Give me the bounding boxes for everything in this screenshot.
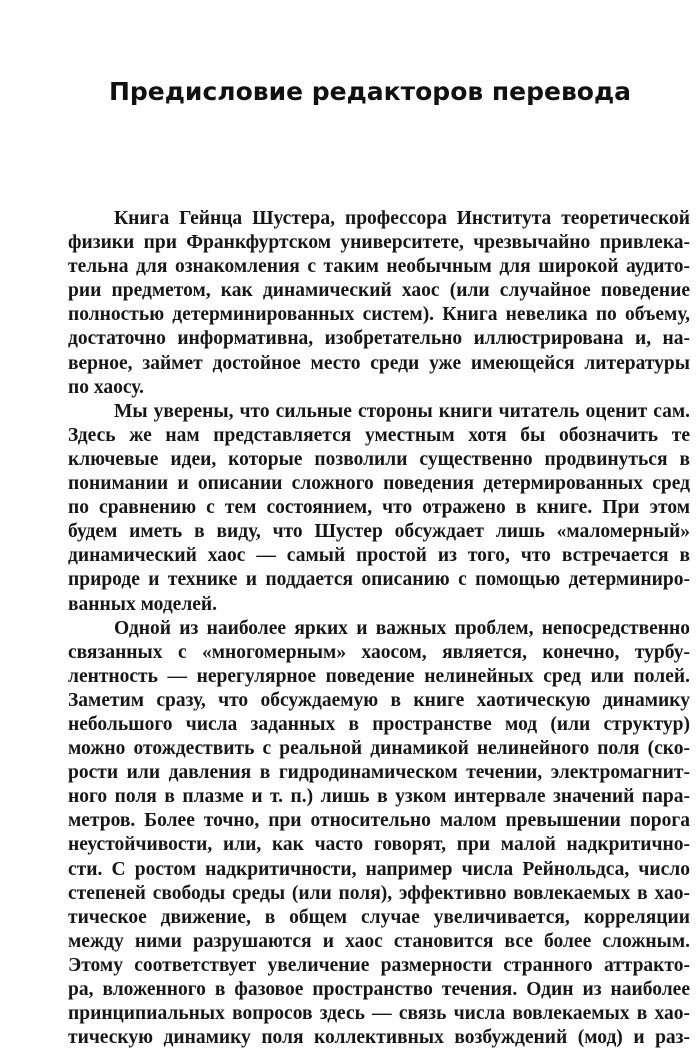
text-line: сти. С ростом надкритичности, например числа Рейнольдса, число bbox=[68, 858, 690, 880]
page-title: Предисловие редакторов перевода bbox=[108, 77, 632, 106]
text-line: Здесь же нам представляется уместным хотя бы обозначить те bbox=[68, 424, 690, 446]
body-text bbox=[68, 207, 690, 1050]
text-line: ключевые идеи, которые позволили существенно продвинуться в bbox=[68, 448, 690, 470]
text-line: будем иметь в виду, что Шустер обсуждает лишь «маломерный» bbox=[68, 521, 690, 543]
text-line: рии предметом, как динамический хаос (или случайное поведение bbox=[68, 280, 690, 302]
paragraph bbox=[68, 400, 690, 617]
text-line: динамический хаос — самый простой из того, что встречается в bbox=[68, 545, 690, 567]
text-line: по хаосу. bbox=[68, 376, 144, 398]
text-line: принципиальных вопросов здесь — связь числа вовлекаемых в хао- bbox=[68, 1003, 690, 1025]
paragraph bbox=[68, 617, 690, 1051]
text-line: ного поля в плазме и т. п.) лишь в узком интервале значений пара- bbox=[68, 786, 690, 808]
text-line: Мы уверены, что сильные стороны книги читатель оценит сам. bbox=[114, 400, 690, 422]
text-line: Этому соответствует увеличение размерности странного аттракто- bbox=[68, 954, 690, 976]
text-line: степеней свободы среды (или поля), эффективно вовлекаемых в хао- bbox=[68, 882, 690, 904]
text-line: Одной из наиболее ярких и важных проблем, непосредственно bbox=[114, 617, 690, 639]
text-line: достаточно информативна, изобретательно иллюстрирована и, на- bbox=[68, 328, 690, 350]
text-line: связанных с «многомерным» хаосом, является, конечно, турбу- bbox=[68, 641, 690, 663]
text-line: небольшого числа заданных в пространстве мод (или структур) bbox=[68, 713, 690, 735]
text-line: можно отождествить с реальной динамикой нелинейного поля (ско- bbox=[68, 738, 690, 760]
text-line: физики при Франкфуртском университете, чрезвычайно привлека- bbox=[68, 232, 690, 254]
text-line: Заметим сразу, что обсуждаемую в книге хаотическую динамику bbox=[68, 689, 690, 711]
paragraph bbox=[68, 207, 690, 400]
text-line: лентность — нерегулярное поведение нелинейных сред или полей. bbox=[68, 665, 690, 687]
text-line: понимании и описании сложного поведения детермированных сред bbox=[68, 473, 690, 495]
text-line: между ними разрушаются и хаос становится все более сложным. bbox=[68, 930, 690, 952]
text-line: тельна для ознакомления с таким необычным для широкой аудито- bbox=[68, 256, 690, 278]
text-line: по сравнению с тем состоянием, что отражено в книге. При этом bbox=[68, 497, 690, 519]
text-line: тическую динамику поля коллективных возбуждений (мод) и раз- bbox=[68, 1027, 690, 1049]
text-line: ванных моделей. bbox=[68, 593, 218, 615]
text-line: природе и технике и поддается описанию с помощью детерминиро- bbox=[68, 569, 690, 591]
text-line: верное, займет достойное место среди уже имеющейся литературы bbox=[68, 352, 690, 374]
text-line: полностью детерминированных систем). Книга невелика по объему, bbox=[68, 304, 690, 326]
text-line: метров. Более точно, при относительно малом превышении порога bbox=[68, 810, 690, 832]
text-line: неустойчивости, или, как часто говорят, при малой надкритично- bbox=[68, 834, 690, 856]
text-line: ра, вложенного в фазовое пространство течения. Один из наиболее bbox=[68, 979, 690, 1000]
text-line: рости или давления в гидродинамическом течении, электромагнит- bbox=[68, 762, 690, 784]
text-line: тическое движение, в общем случае увеличивается, корреляции bbox=[68, 906, 690, 928]
text-line: Книга Гейнца Шустера, профессора Института теоретической bbox=[114, 208, 690, 229]
